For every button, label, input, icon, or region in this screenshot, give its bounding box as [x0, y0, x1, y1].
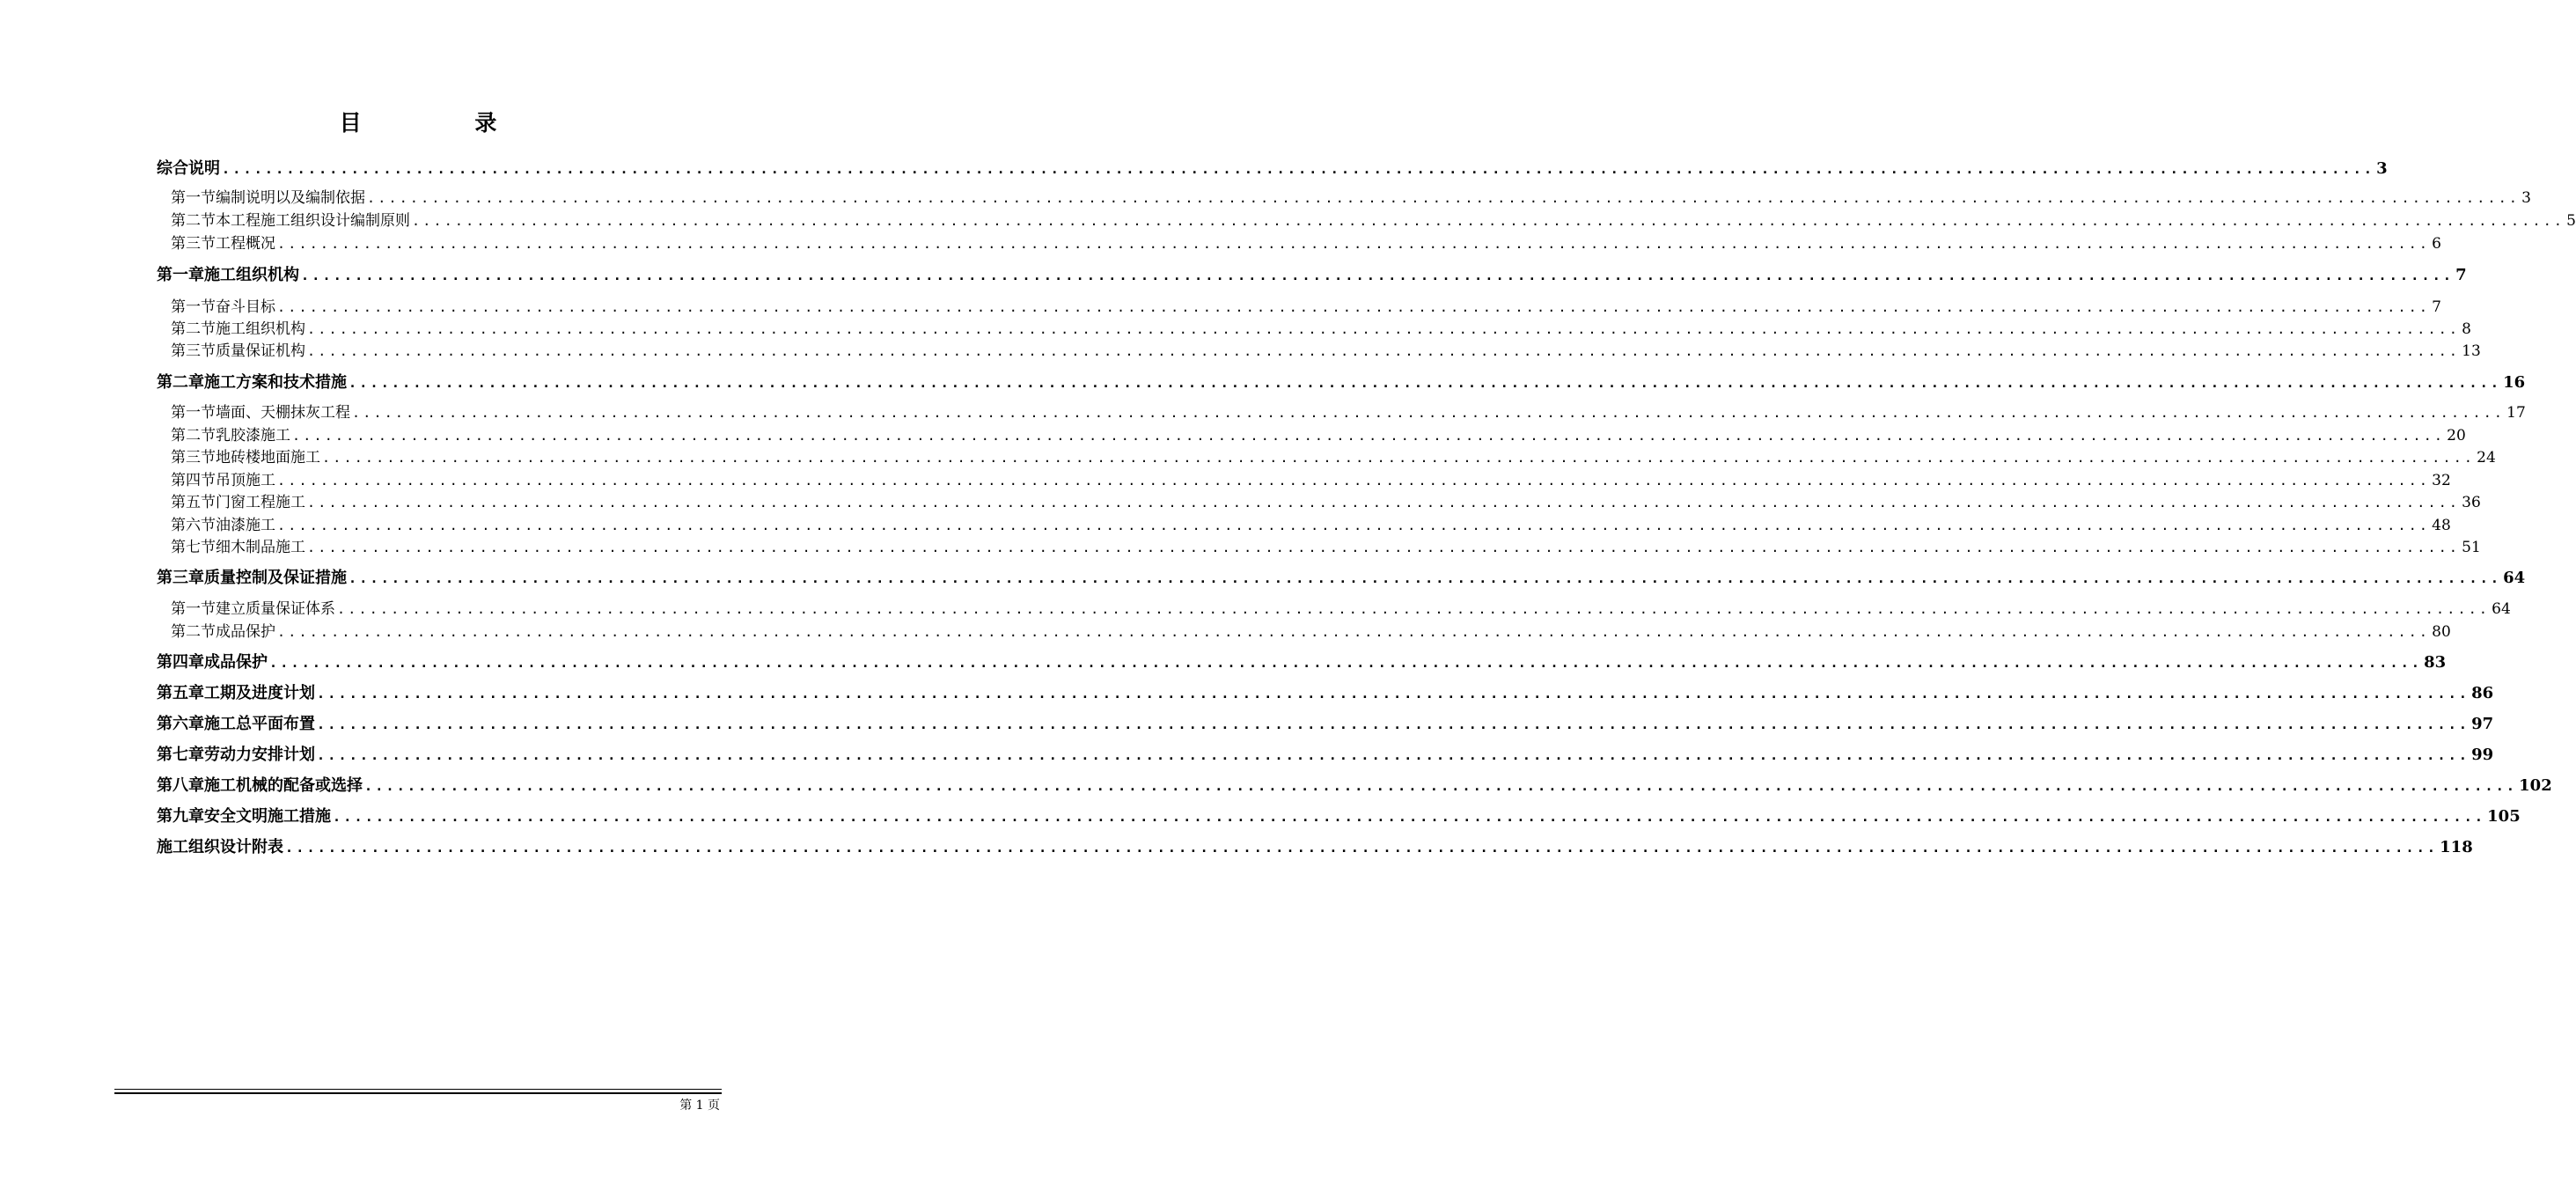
toc-entry-title: 综合说明 [157, 159, 220, 178]
toc-entry-title: 质量保证机构 [216, 342, 305, 360]
dot-leader: ........................................................................................................................................................................................................ [307, 540, 2461, 555]
dot-leader: ........................................................................................................................................................................................................ [352, 405, 2506, 421]
toc-chapter-entry[interactable] [157, 712, 2494, 733]
toc-entry-number: 第一节 [171, 298, 216, 316]
toc-entry-number: 第三节 [171, 449, 216, 467]
toc-entry-page: 105 [2487, 807, 2521, 826]
toc-section-entry[interactable] [171, 209, 2576, 230]
toc-entry-title: 墙面、天棚抹灰工程 [216, 404, 350, 422]
toc-entry-title: 吊顶施工 [216, 472, 275, 489]
dot-leader: ........................................................................................................................................................................................................ [307, 343, 2461, 359]
toc-chapter-entry[interactable] [157, 650, 2447, 672]
toc-entry-title: 细木制品施工 [216, 539, 305, 556]
dot-leader: ........................................................................................................................................................................................................ [337, 601, 2491, 617]
dot-leader: ........................................................................................................................................................................................................ [222, 161, 2375, 177]
toc-chapter-entry[interactable] [157, 371, 2526, 392]
page-title: 目 录 [339, 110, 550, 136]
dot-leader: ........................................................................................................................................................................................................ [269, 655, 2423, 671]
toc-entry-title: 油漆施工 [216, 517, 275, 534]
toc-entry-title: 施工组织机构 [204, 266, 299, 284]
toc-entry-page: 16 [2503, 373, 2526, 392]
dot-leader: ........................................................................................................................................................................................................ [317, 716, 2470, 732]
toc-entry-page: 86 [2471, 684, 2494, 702]
toc-section-entry[interactable] [171, 186, 2531, 207]
toc-entry-page: 7 [2455, 266, 2467, 284]
toc-entry-title: 施工总平面布置 [204, 715, 315, 733]
toc-entry-number: 第二节 [171, 623, 216, 641]
footer-divider-thick [114, 1092, 722, 1094]
dot-leader: ........................................................................................................................................................................................................ [317, 747, 2470, 763]
dot-leader: ........................................................................................................................................................................................................ [317, 686, 2470, 702]
dot-leader: ........................................................................................................................................................................................................ [277, 236, 2431, 252]
toc-entry-number: 第二节 [171, 427, 216, 445]
toc-entry-page: 8 [2462, 320, 2471, 338]
toc-entry-title: 劳动力安排计划 [204, 746, 315, 764]
toc-section-entry[interactable] [171, 445, 2496, 467]
toc-section-entry[interactable] [171, 597, 2511, 618]
toc-entry-title: 门窗工程施工 [216, 494, 305, 511]
toc-chapter-entry[interactable] [157, 774, 2552, 795]
toc-entry-number: 第七章 [157, 746, 204, 764]
toc-entry-page: 80 [2432, 623, 2451, 641]
toc-entry-number: 第三章 [157, 569, 204, 587]
toc-entry-number: 第六节 [171, 517, 216, 534]
dot-leader: ........................................................................................................................................................................................................ [285, 840, 2439, 856]
toc-chapter-entry[interactable] [157, 835, 2473, 856]
toc-section-entry[interactable] [171, 400, 2526, 422]
toc-entry-page: 24 [2477, 449, 2496, 467]
dot-leader: ........................................................................................................................................................................................................ [349, 375, 2502, 391]
toc-entry-page: 99 [2471, 746, 2494, 764]
toc-entry-title: 编制说明以及编制依据 [216, 189, 365, 207]
toc-entry-number: 第八章 [157, 776, 204, 795]
toc-entry-title: 成品保护 [216, 623, 275, 641]
toc-entry-page: 13 [2462, 342, 2481, 360]
toc-entry-page: 102 [2519, 776, 2552, 795]
dot-leader: ........................................................................................................................................................................................................ [367, 190, 2521, 206]
toc-entry-title: 施工组织设计附表 [157, 838, 283, 856]
page-number-footer: 第 1 页 [679, 1098, 720, 1113]
dot-leader: ........................................................................................................................................................................................................ [307, 495, 2461, 511]
dot-leader: ........................................................................................................................................................................................................ [364, 778, 2518, 794]
toc-entry-page: 51 [2462, 539, 2481, 556]
toc-entry-page: 7 [2432, 298, 2441, 316]
toc-entry-title: 本工程施工组织设计编制原则 [216, 212, 410, 230]
toc-entry-page: 64 [2492, 600, 2511, 618]
toc-section-entry[interactable] [171, 490, 2481, 511]
toc-entry-number: 第一节 [171, 404, 216, 422]
toc-entry-number: 第四节 [171, 472, 216, 489]
toc-section-entry[interactable] [171, 423, 2466, 445]
toc-entry-number: 第三节 [171, 342, 216, 360]
toc-entry-title: 乳胶漆施工 [216, 427, 290, 445]
toc-chapter-entry[interactable] [157, 805, 2521, 826]
dot-leader: ........................................................................................................................................................................................................ [277, 299, 2431, 315]
toc-entry-number: 第九章 [157, 807, 204, 826]
dot-leader: ........................................................................................................................................................................................................ [307, 321, 2461, 337]
toc-chapter-entry[interactable] [157, 566, 2526, 587]
toc-entry-title: 施工机械的配备或选择 [204, 776, 363, 795]
toc-entry-number: 第一节 [171, 189, 216, 207]
dot-leader: ........................................................................................................................................................................................................ [301, 268, 2455, 283]
toc-entry-page: 20 [2447, 427, 2466, 445]
dot-leader: ........................................................................................................................................................................................................ [333, 809, 2486, 825]
toc-chapter-entry[interactable] [157, 263, 2467, 284]
toc-entry-title: 地砖楼地面施工 [216, 449, 320, 467]
toc-entry-page: 48 [2432, 517, 2451, 534]
toc-entry-title: 工程概况 [216, 235, 275, 253]
toc-entry-number: 第一节 [171, 600, 216, 618]
dot-leader: ........................................................................................................................................................................................................ [292, 428, 2446, 444]
dot-leader: ........................................................................................................................................................................................................ [277, 518, 2431, 533]
toc-entry-number: 第一章 [157, 266, 204, 284]
toc-entry-page: 36 [2462, 494, 2481, 511]
dot-leader: ........................................................................................................................................................................................................ [277, 473, 2431, 489]
toc-section-entry[interactable] [171, 513, 2451, 534]
toc-entry-number: 第五章 [157, 684, 204, 702]
dot-leader: ........................................................................................................................................................................................................ [349, 570, 2502, 586]
toc-entry-page: 5 [2566, 212, 2576, 230]
toc-entry-number: 第二节 [171, 320, 216, 338]
toc-entry-number: 第七节 [171, 539, 216, 556]
toc-section-entry[interactable] [171, 620, 2451, 641]
toc-section-entry[interactable] [171, 295, 2441, 316]
toc-entry-title: 工期及进度计划 [204, 684, 315, 702]
toc-entry-page: 118 [2440, 838, 2473, 856]
toc-section-entry[interactable] [171, 535, 2481, 556]
toc-entry-page: 3 [2521, 189, 2531, 207]
toc-entry-number: 第二章 [157, 373, 204, 392]
toc-entry-page: 6 [2432, 235, 2441, 253]
toc-chapter-entry[interactable] [157, 743, 2494, 764]
toc-entry-number: 第二节 [171, 212, 216, 230]
toc-entry-title: 施工方案和技术措施 [204, 373, 347, 392]
dot-leader: ........................................................................................................................................................................................................ [412, 213, 2565, 229]
toc-entry-number: 第三节 [171, 235, 216, 253]
toc-chapter-entry[interactable] [157, 681, 2494, 702]
toc-entry-title: 安全文明施工措施 [204, 807, 331, 826]
toc-entry-page: 97 [2471, 715, 2494, 733]
toc-entry-title: 成品保护 [204, 653, 268, 672]
toc-section-entry[interactable] [171, 317, 2471, 338]
toc-entry-page: 64 [2503, 569, 2526, 587]
toc-entry-title: 施工组织机构 [216, 320, 305, 338]
dot-leader: ........................................................................................................................................................................................................ [322, 450, 2476, 466]
toc-entry-title: 奋斗目标 [216, 298, 275, 316]
toc-entry-number: 第五节 [171, 494, 216, 511]
footer-divider [114, 1089, 722, 1090]
toc-section-entry[interactable] [171, 468, 2451, 489]
toc-chapter-entry[interactable] [157, 157, 2388, 178]
toc-section-entry[interactable] [171, 231, 2441, 253]
toc-entry-number: 第六章 [157, 715, 204, 733]
toc-entry-page: 17 [2506, 404, 2526, 422]
dot-leader: ........................................................................................................................................................................................................ [277, 624, 2431, 640]
toc-entry-number: 第四章 [157, 653, 204, 672]
toc-entry-page: 83 [2424, 653, 2447, 672]
toc-entry-page: 3 [2376, 159, 2388, 178]
toc-entry-title: 质量控制及保证措施 [204, 569, 347, 587]
toc-entry-title: 建立质量保证体系 [216, 600, 335, 618]
toc-section-entry[interactable] [171, 339, 2481, 360]
toc-entry-page: 32 [2432, 472, 2451, 489]
